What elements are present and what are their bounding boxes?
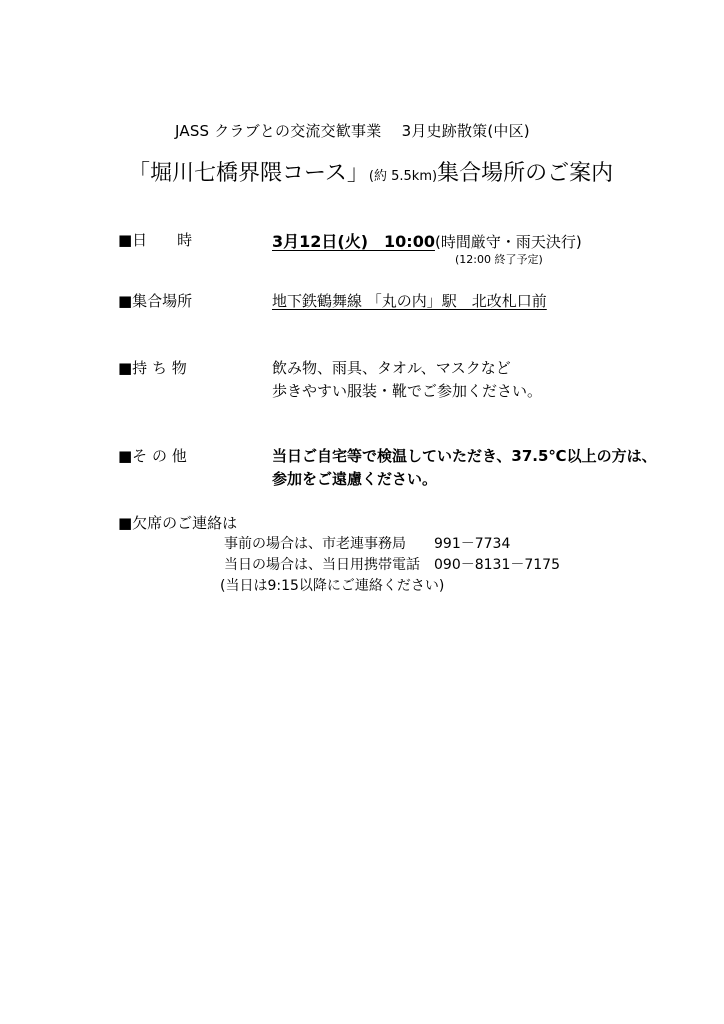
other-line2: 参加をご遠慮ください。: [272, 470, 438, 488]
absence-label: ■欠席のご連絡は: [118, 514, 238, 532]
title-distance: (約 5.5km): [368, 169, 438, 184]
meeting-place-value: 地下鉄鶴舞線 「丸の内」駅 北改札口前: [272, 292, 547, 310]
datetime-note: (時間厳守・雨天決行): [434, 233, 582, 251]
end-time-note: (12:00 終了予定): [455, 253, 543, 266]
title-tail: 集合場所のご案内: [437, 161, 614, 186]
datetime-value-row: [272, 229, 582, 252]
absence-line2: 当日の場合は、当日用携帯電話 090－8131－7175: [224, 557, 560, 573]
belongings-line2: 歩きやすい服装・靴でご参加ください。: [272, 382, 543, 400]
belongings-line1: 飲み物、雨具、タオル、マスクなど: [272, 359, 511, 377]
meeting-place-label: ■集合場所: [118, 292, 193, 310]
absence-line3: (当日は9:15以降にご連絡ください): [220, 578, 445, 594]
other-label: ■そ の 他: [118, 447, 187, 465]
other-line1: 当日ご自宅等で検温していただき、37.5℃以上の方は、: [272, 447, 657, 465]
title-main: 「堀川七橋界隈コース」: [128, 161, 369, 186]
absence-line1: 事前の場合は、市老連事務局 991－7734: [224, 536, 511, 552]
belongings-label: ■持 ち 物: [118, 359, 187, 377]
datetime-label: ■日 時: [118, 231, 193, 249]
event-subtitle: JASS クラブとの交流交歓事業 3月史跡散策(中区): [175, 122, 530, 140]
datetime-value: 3月12日(火) 10:00: [272, 232, 435, 251]
page-title: [128, 156, 613, 187]
